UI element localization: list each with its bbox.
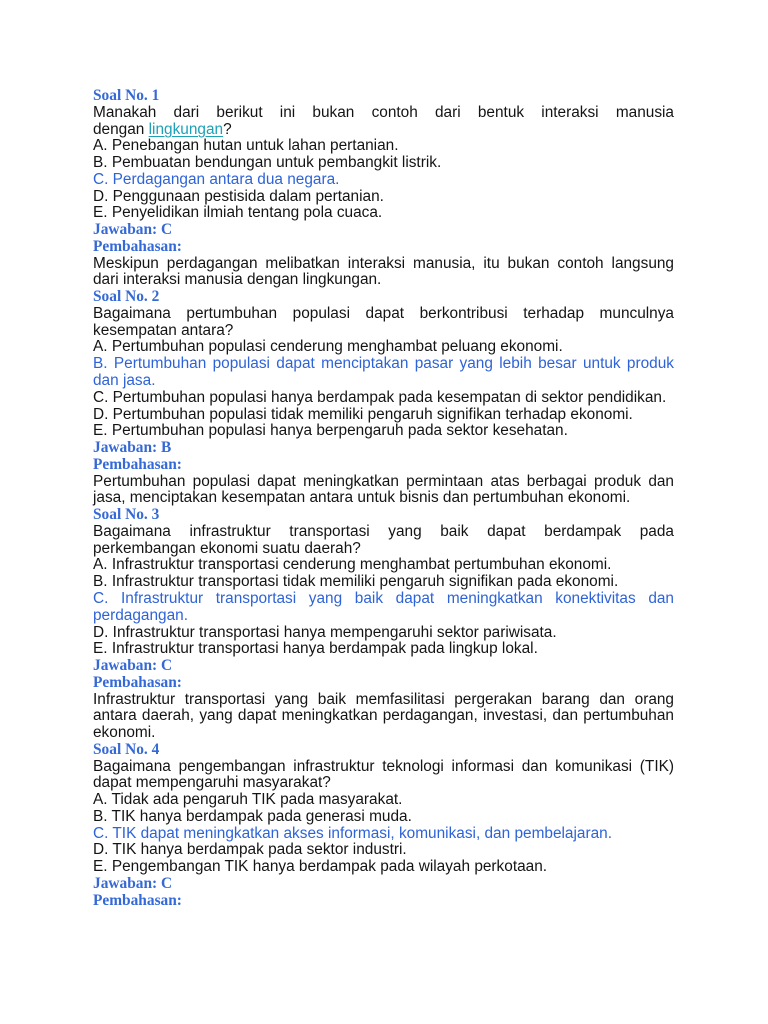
option-b-line: dan jasa. bbox=[93, 372, 156, 390]
option-a: A. Tidak ada pengaruh TIK pada masyarakat. bbox=[93, 791, 403, 809]
discussion-label: Pembahasan: bbox=[93, 673, 182, 691]
option-b-line: B. Pertumbuhan populasi dapat menciptakan pasar yang lebih besar untuk produk bbox=[93, 355, 674, 373]
option-d: D. Pertumbuhan populasi tidak memiliki pengaruh signifikan terhadap ekonomi. bbox=[93, 405, 633, 423]
document-page bbox=[93, 88, 674, 910]
question-3 bbox=[93, 507, 674, 742]
question-number-label: Soal No. 2 bbox=[93, 288, 160, 306]
question-2 bbox=[93, 289, 674, 507]
discussion-text: dari interaksi manusia dengan lingkungan. bbox=[93, 271, 382, 289]
option-a: A. Penebangan hutan untuk lahan pertanian. bbox=[93, 137, 399, 155]
option-d: D. Infrastruktur transportasi hanya mempengaruhi sektor pariwisata. bbox=[93, 623, 557, 641]
discussion-text: ekonomi. bbox=[93, 724, 156, 742]
option-c-line: C. Infrastruktur transportasi yang baik dapat meningkatkan konektivitas dan bbox=[93, 589, 674, 607]
question-1 bbox=[93, 88, 674, 289]
question-text: kesempatan antara? bbox=[93, 321, 234, 339]
lingkungan-link[interactable]: lingkungan bbox=[148, 120, 224, 138]
question-text: perkembangan ekonomi suatu daerah? bbox=[93, 539, 361, 557]
option-b bbox=[93, 356, 674, 390]
discussion-label: Pembahasan: bbox=[93, 455, 182, 473]
option-e: E. Infrastruktur transportasi hanya berdampak pada lingkup lokal. bbox=[93, 640, 538, 658]
discussion-text: antara daerah, yang dapat meningkatkan perdagangan, investasi, dan pertumbuhan bbox=[93, 707, 674, 725]
option-e: E. Pertumbuhan populasi hanya berpengaruh pada sektor kesehatan. bbox=[93, 422, 568, 440]
discussion-label: Pembahasan: bbox=[93, 891, 182, 909]
option-c: C. Perdagangan antara dua negara. bbox=[93, 170, 340, 188]
discussion-text: jasa, menciptakan kesempatan antara untuk bisnis dan pertumbuhan ekonomi. bbox=[93, 489, 631, 507]
question-number-label: Soal No. 3 bbox=[93, 506, 160, 524]
answer-label: Jawaban: C bbox=[93, 657, 173, 675]
discussion-label: Pembahasan: bbox=[93, 237, 182, 255]
answer-label: Jawaban: C bbox=[93, 221, 173, 239]
question-text-segment: dengan bbox=[93, 120, 149, 138]
option-c bbox=[93, 591, 674, 625]
answer-label: Jawaban: B bbox=[93, 439, 172, 457]
option-a: A. Pertumbuhan populasi cenderung menghambat peluang ekonomi. bbox=[93, 338, 563, 356]
discussion-text: Meskipun perdagangan melibatkan interaksi manusia, itu bukan contoh langsung bbox=[93, 254, 674, 272]
option-d: D. TIK hanya berdampak pada sektor industri. bbox=[93, 841, 407, 859]
option-c-line: perdagangan. bbox=[93, 606, 188, 624]
option-b: B. Pembuatan bendungan untuk pembangkit listrik. bbox=[93, 154, 442, 172]
question-4 bbox=[93, 742, 674, 910]
answer-label: Jawaban: C bbox=[93, 874, 173, 892]
question-text: dapat mempengaruhi masyarakat? bbox=[93, 774, 331, 792]
option-e: E. Penyelidikan ilmiah tentang pola cuaca. bbox=[93, 204, 383, 222]
question-text-segment: ? bbox=[223, 120, 232, 138]
question-text: Bagaimana pengembangan infrastruktur teknologi informasi dan komunikasi (TIK) bbox=[93, 757, 674, 775]
question-text: Bagaimana pertumbuhan populasi dapat berkontribusi terhadap munculnya bbox=[93, 304, 674, 322]
option-b: B. Infrastruktur transportasi tidak memiliki pengaruh signifikan pada ekonomi. bbox=[93, 573, 619, 591]
question-number-label: Soal No. 1 bbox=[93, 87, 160, 104]
option-c: C. Pertumbuhan populasi hanya berdampak pada kesempatan di sektor pendidikan. bbox=[93, 388, 667, 406]
question-text: Bagaimana infrastruktur transportasi yang baik dapat berdampak pada bbox=[93, 522, 674, 540]
question-text: Manakah dari berikut ini bukan contoh dari bentuk interaksi manusia bbox=[93, 103, 674, 121]
question-number-label: Soal No. 4 bbox=[93, 740, 160, 758]
option-c: C. TIK dapat meningkatkan akses informasi, komunikasi, dan pembelajaran. bbox=[93, 824, 612, 842]
option-d: D. Penggunaan pestisida dalam pertanian. bbox=[93, 187, 384, 205]
option-b: B. TIK hanya berdampak pada generasi muda. bbox=[93, 807, 412, 825]
question-text bbox=[93, 122, 674, 139]
discussion-text: Pertumbuhan populasi dapat meningkatkan permintaan atas berbagai produk dan bbox=[93, 472, 674, 490]
option-e: E. Pengembangan TIK hanya berdampak pada wilayah perkotaan. bbox=[93, 858, 548, 876]
discussion-text: Infrastruktur transportasi yang baik memfasilitasi pergerakan barang dan orang bbox=[93, 690, 674, 708]
option-a: A. Infrastruktur transportasi cenderung menghambat pertumbuhan ekonomi. bbox=[93, 556, 612, 574]
